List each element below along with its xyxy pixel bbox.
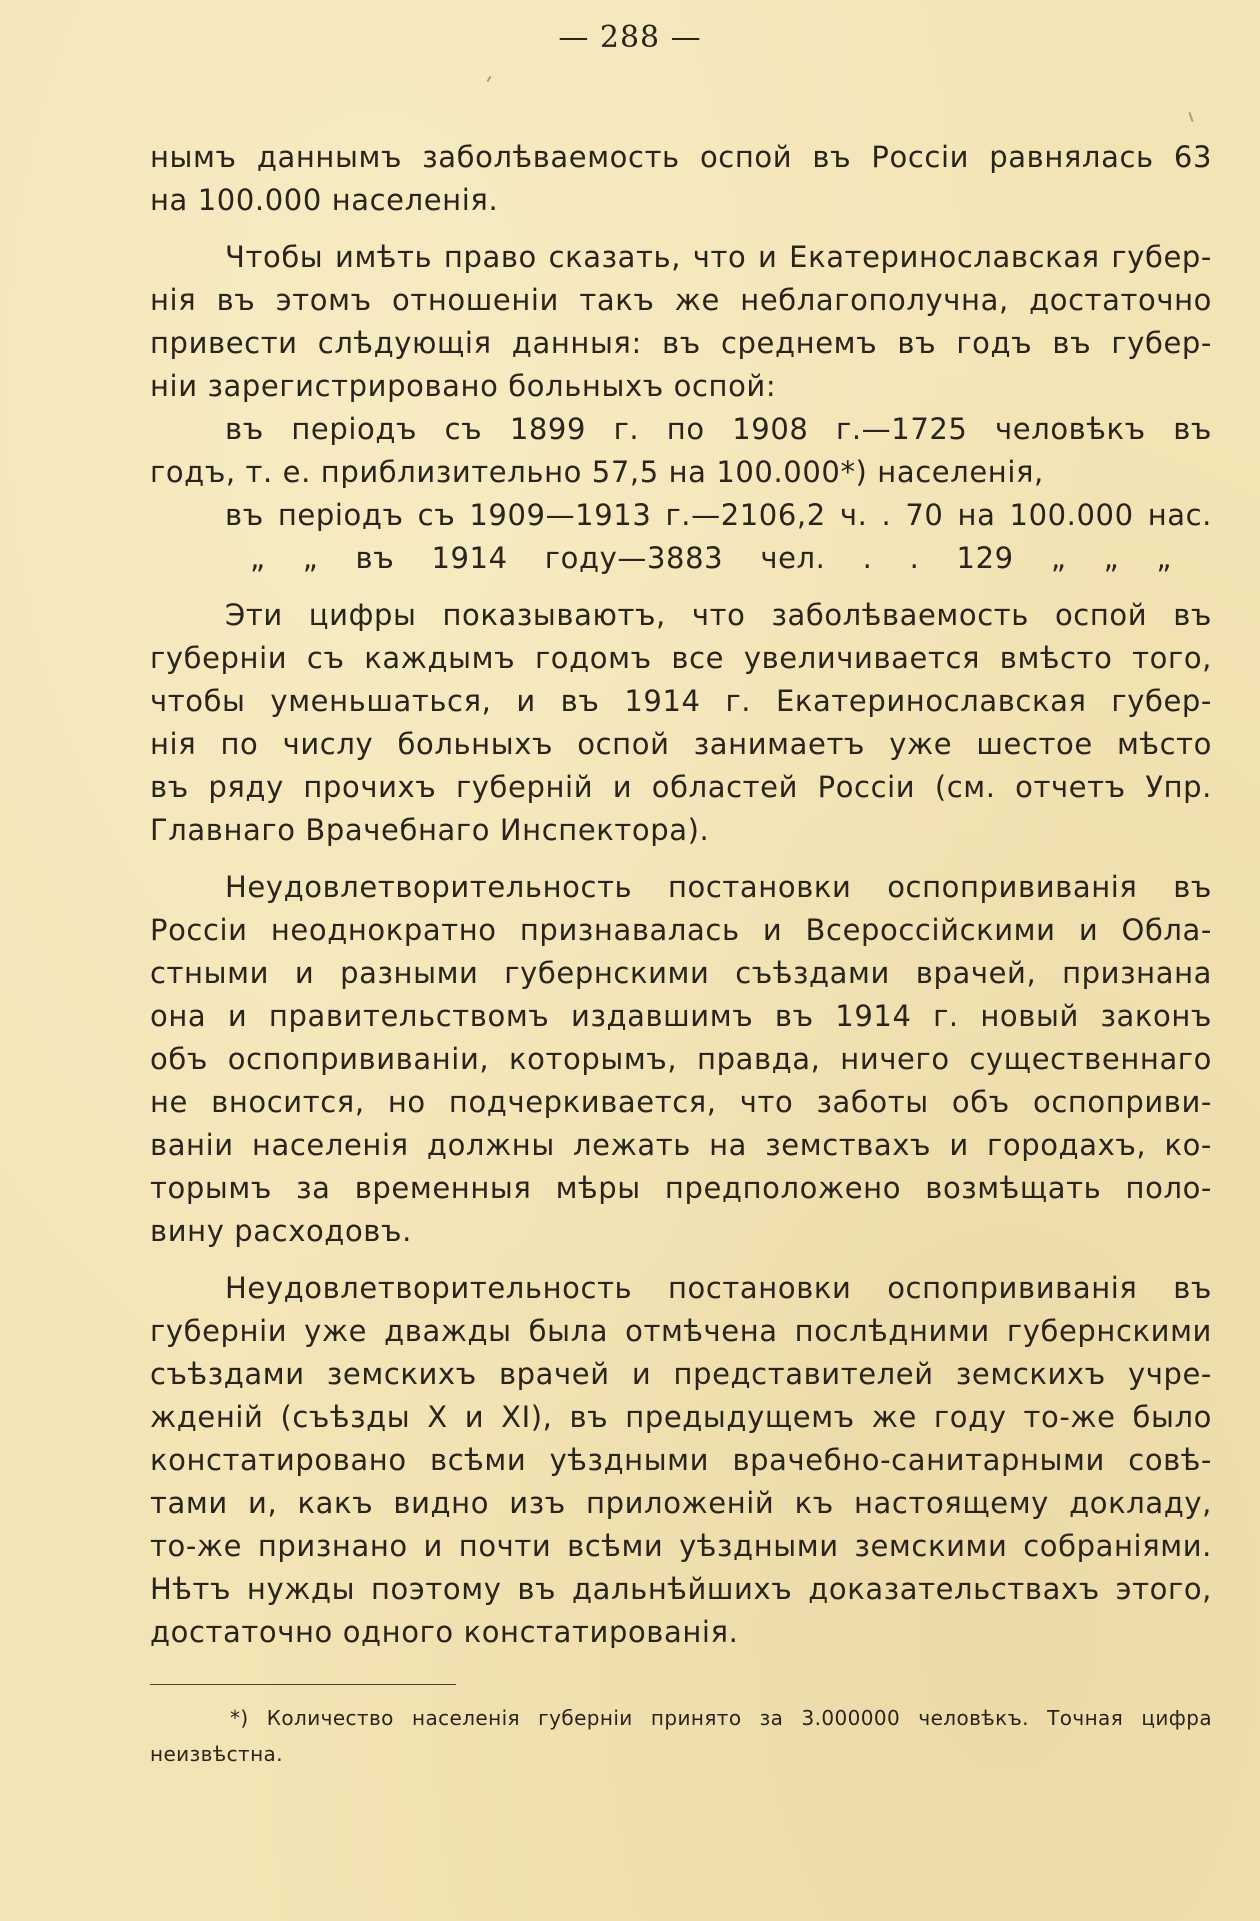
- text-line: ваніи населенія должны лежать на земствахъ и городахъ, ко-: [150, 1128, 1212, 1162]
- text-line: она и правительствомъ издавшимъ въ 1914 г. новый законъ: [150, 999, 1212, 1033]
- paragraph-5: [150, 1267, 1212, 1654]
- page-number: — 288 —: [558, 20, 702, 55]
- text-line: привести слѣдующія данныя: въ среднемъ въ годъ въ губер-: [150, 326, 1212, 360]
- text-line: нымъ даннымъ заболѣваемость оспой въ Россіи равнялась 63: [150, 140, 1212, 174]
- text-line: констатировано всѣми уѣздными врачебно-санитарными совѣ-: [150, 1443, 1212, 1477]
- scan-mark: [1188, 112, 1193, 122]
- text-line: объ оспопрививаніи, которымъ, правда, ничего существеннаго: [150, 1042, 1212, 1076]
- text-line: Чтобы имѣть право сказать, что и Екатеринославская губер-: [225, 240, 1212, 274]
- footnote-divider: [150, 1684, 456, 1685]
- text-line: Нѣтъ нужды поэтому въ дальнѣйшихъ доказательствахъ этого,: [150, 1572, 1212, 1606]
- paragraph-2: [150, 236, 1212, 408]
- text-line: вину расходовъ.: [150, 1214, 412, 1248]
- body-text: [150, 136, 1212, 1654]
- scan-mark: [487, 76, 492, 82]
- text-line: Неудовлетворительность постановки оспопрививанія въ: [225, 1271, 1212, 1305]
- text-line: Неудовлетворительность постановки оспопрививанія въ: [225, 870, 1212, 904]
- paragraph-1: [150, 136, 1212, 222]
- text-line: тами и, какъ видно изъ приложеній къ настоящему докладу,: [150, 1486, 1212, 1520]
- stats-line: годъ, т. е. приблизительно 57,5 на 100.000*) населенія,: [150, 455, 1044, 489]
- text-line: Главнаго Врачебнаго Инспектора).: [150, 813, 710, 847]
- stats-line: „ „ въ 1914 году—3883 чел. . . 129 „ „ „: [250, 541, 1172, 575]
- paragraph-3: [150, 594, 1212, 852]
- stats-line: въ періодъ съ 1909—1913 г.—2106,2 ч. . 70 на 100.000 нас.: [225, 498, 1212, 532]
- text-line: нія въ этомъ отношеніи такъ же неблагополучна, достаточно: [150, 283, 1212, 317]
- text-line: то-же признано и почти всѣми уѣздными земскими собраніями.: [150, 1529, 1212, 1563]
- text-line: достаточно одного констатированія.: [150, 1615, 739, 1649]
- text-line: Эти цифры показываютъ, что заболѣваемость оспой въ: [225, 598, 1212, 632]
- text-line: торымъ за временныя мѣры предположено возмѣщать поло-: [150, 1171, 1212, 1205]
- text-line: чтобы уменьшаться, и въ 1914 г. Екатеринославская губер-: [150, 684, 1212, 718]
- text-line: ніи зарегистрировано больныхъ оспой:: [150, 369, 777, 403]
- text-line: нія по числу больныхъ оспой занимаетъ уже шестое мѣсто: [150, 727, 1212, 761]
- text-line: Россіи неоднократно признавалась и Всероссійскими и Обла-: [150, 913, 1212, 947]
- text-line: губерніи съ каждымъ годомъ все увеличивается вмѣсто того,: [150, 641, 1212, 675]
- stats-line: въ періодъ съ 1899 г. по 1908 г.—1725 человѣкъ въ: [225, 412, 1212, 446]
- statistics-list: [150, 408, 1212, 580]
- paragraph-4: [150, 866, 1212, 1253]
- text-line: въ ряду прочихъ губерній и областей Россіи (см. отчетъ Упр.: [150, 770, 1212, 804]
- text-line: на 100.000 населенія.: [150, 183, 499, 217]
- footnote-line: *) Количество населенія губерніи принято за 3.000000 человѣкъ. Точная цифра: [230, 1706, 1212, 1730]
- text-line: не вносится, но подчеркивается, что заботы объ оспоприви-: [150, 1085, 1212, 1119]
- text-line: губерніи уже дважды была отмѣчена послѣдними губернскими: [150, 1314, 1212, 1348]
- text-line: съѣздами земскихъ врачей и представителей земскихъ учре-: [150, 1357, 1212, 1391]
- footnote-line: неизвѣстна.: [150, 1742, 283, 1766]
- text-line: жденій (съѣзды X и XI), въ предыдущемъ же году то-же было: [150, 1400, 1212, 1434]
- footnote: [150, 1700, 1212, 1772]
- text-line: стными и разными губернскими съѣздами врачей, признана: [150, 956, 1212, 990]
